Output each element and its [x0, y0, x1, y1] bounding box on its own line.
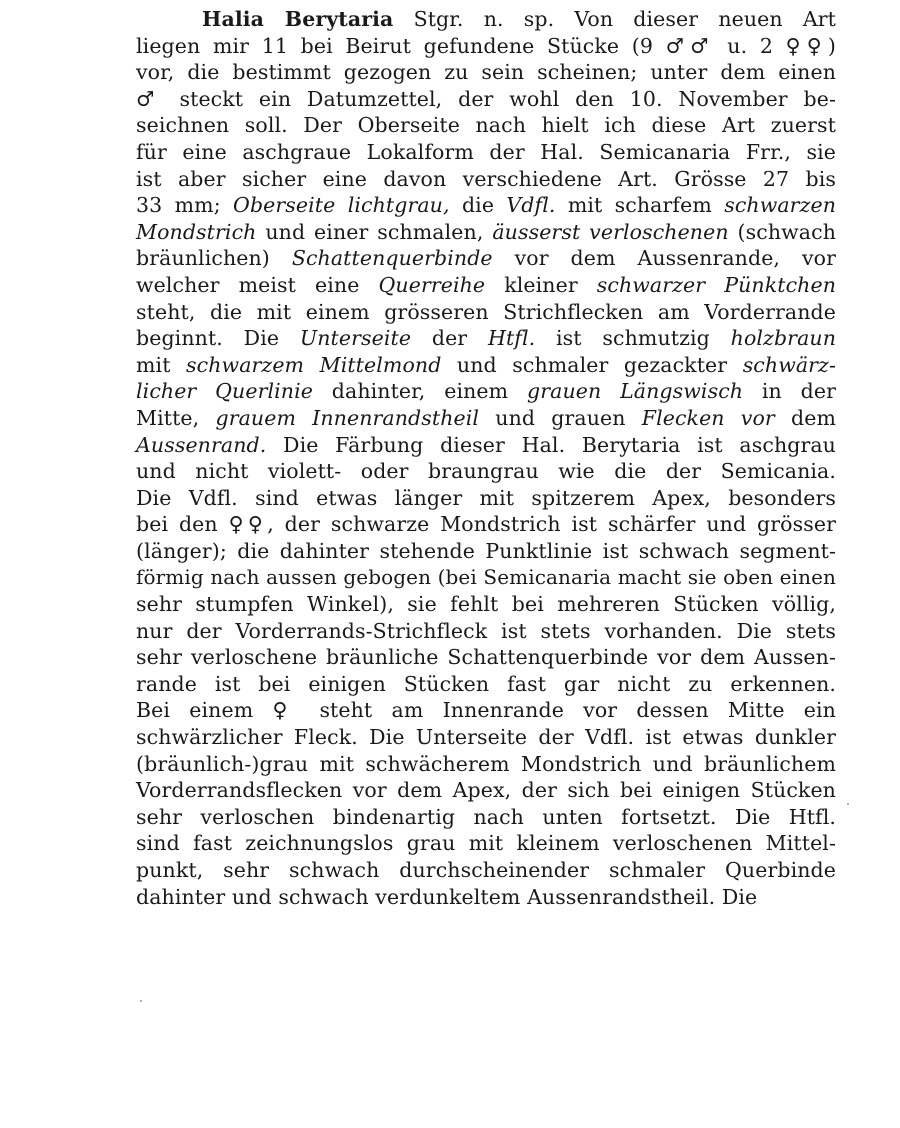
- text-run: und schmaler gezackter: [441, 352, 743, 377]
- italic-term: grauem Innenrandstheil: [215, 405, 480, 430]
- text-run: beginnt. Die: [136, 326, 300, 351]
- italic-term: Querreihe: [378, 272, 486, 297]
- text-run: liegen mir 11 bei Beirut gefundene Stücke (9 ♂♂ u. 2 ♀♀): [136, 33, 836, 58]
- text-line: [136, 804, 836, 831]
- text-run: 33 mm;: [136, 193, 234, 218]
- text-line: [136, 192, 836, 219]
- text-line: [136, 245, 836, 272]
- text-run: und grauen: [479, 405, 642, 430]
- text-line: [136, 511, 836, 538]
- text-run: dem: [774, 405, 836, 430]
- text-run: punkt, sehr schwach durchscheinender schmaler Querbinde: [136, 858, 836, 882]
- text-run: Die Färbung dieser Hal. Berytaria ist aschgrau: [266, 432, 836, 457]
- text-line: [136, 59, 836, 86]
- text-run: bei den ♀♀, der schwarze Mondstrich ist schärfer und grösser: [136, 512, 836, 537]
- text-run: vor dem Aussenrande, vor: [492, 246, 836, 271]
- text-line: [136, 671, 836, 698]
- text-run: nur der Vorderrands-Strichfleck ist stets vorhanden. Die stets: [136, 618, 836, 643]
- text-run: schwärzlicher Fleck. Die Unterseite der Vdfl. ist etwas dunkler: [136, 725, 836, 750]
- text-line: [136, 139, 836, 166]
- text-run: vor, die bestimmt gezogen zu sein scheinen; unter dem einen: [136, 60, 836, 85]
- italic-term: Schattenquerbinde: [291, 246, 493, 271]
- text-line: [136, 112, 836, 139]
- text-line: [136, 6, 836, 33]
- text-line: [136, 219, 836, 246]
- text-run: förmig nach aussen gebogen (bei Semicanaria macht sie oben einen: [136, 565, 836, 590]
- text-line: [136, 697, 836, 724]
- text-run: welcher meist eine: [136, 272, 379, 297]
- italic-term: schwarzem Mittelmond: [186, 352, 442, 377]
- text-line: [136, 751, 836, 778]
- italic-term: Aussenrand.: [136, 432, 267, 457]
- text-run: Die Vdfl. sind etwas länger mit spitzerem Apex, besonders: [136, 485, 836, 510]
- italic-term: Unterseite: [299, 326, 412, 351]
- text-run: mit scharfem: [555, 193, 725, 218]
- italic-term: schwarzer Pünktchen: [596, 272, 836, 297]
- text-line: [136, 777, 836, 804]
- italic-term: licher Querlinie: [136, 379, 313, 404]
- text-line: [136, 352, 836, 379]
- text-run: sehr verloschen bindenartig nach unten fortsetzt. Die Htfl.: [136, 804, 836, 829]
- text-line: [136, 884, 836, 911]
- text-line: [136, 564, 836, 591]
- text-run: sind fast zeichnungslos grau mit kleinem verloschenen Mittel-: [136, 831, 836, 856]
- text-line: [136, 830, 836, 857]
- italic-term: schwärz-: [742, 352, 836, 377]
- text-run: und einer schmalen,: [256, 219, 493, 244]
- text-run: ist schmutzig: [535, 326, 731, 351]
- body-text: [136, 6, 836, 910]
- text-run: für eine aschgraue Lokalform der Hal. Semicanaria Frr., sie: [136, 139, 836, 164]
- italic-term: Flecken vor: [641, 405, 775, 430]
- italic-term: holzbraun: [730, 326, 836, 351]
- text-run: der: [411, 326, 488, 351]
- text-run: Vorderrandsflecken vor dem Apex, der sich bei einigen Stücken: [136, 778, 836, 803]
- text-line: [136, 166, 836, 193]
- text-run: steht, die mit einem grösseren Strichflecken am Vorderrande: [136, 299, 836, 324]
- italic-term: Vdfl.: [506, 193, 556, 218]
- text-run: seichnen soll. Der Oberseite nach hielt ich diese Art zuerst: [136, 113, 836, 138]
- text-line: [136, 432, 836, 459]
- italic-term: Htfl.: [487, 326, 536, 351]
- text-run: Mitte,: [136, 405, 216, 430]
- text-run: Bei einem ♀ steht am Innenrande vor dessen Mitte ein: [136, 698, 836, 723]
- text-run: (länger); die dahinter stehende Punktlinie ist schwach segment-: [136, 538, 836, 563]
- text-line: [136, 857, 836, 884]
- text-run: sehr stumpfen Winkel), sie fehlt bei mehreren Stücken völlig,: [136, 592, 836, 617]
- text-run: die: [449, 193, 507, 218]
- text-line: [136, 325, 836, 352]
- text-line: [136, 272, 836, 299]
- text-run: bräunlichen): [136, 246, 292, 271]
- text-line: [136, 644, 836, 671]
- text-run: ♂ steckt ein Datumzettel, der wohl den 10. November be-: [136, 86, 836, 111]
- italic-term: schwarzen: [724, 193, 837, 218]
- italic-term: Mondstrich: [136, 219, 257, 244]
- text-line: [136, 458, 836, 485]
- text-line: [136, 33, 836, 60]
- species-name: Halia Berytaria: [202, 7, 394, 31]
- text-line: [136, 299, 836, 326]
- italic-term: grauen Längswisch: [527, 379, 744, 404]
- text-run: kleiner: [485, 272, 597, 297]
- text-line: [136, 591, 836, 618]
- text-run: mit: [136, 352, 187, 377]
- text-run: sehr verloschene bräunliche Schattenquerbinde vor dem Aussen-: [136, 645, 836, 670]
- text-line: [136, 538, 836, 565]
- text-line: [136, 618, 836, 645]
- text-run: dahinter und schwach verdunkeltem Aussenrandstheil. Die: [136, 884, 758, 909]
- text-run: und nicht violett- oder braungrau wie die der Semicania.: [136, 459, 836, 484]
- italic-term: äusserst verloschenen: [492, 219, 729, 244]
- text-run: ist aber sicher eine davon verschiedene Art. Grösse 27 bis: [136, 166, 836, 191]
- text-line: [136, 724, 836, 751]
- text-line: [136, 86, 836, 113]
- text-run: rande ist bei einigen Stücken fast gar nicht zu erkennen.: [136, 671, 836, 696]
- text-run: (bräunlich-)grau mit schwächerem Mondstrich und bräunlichem: [136, 751, 836, 776]
- text-run: Stgr. n. sp. Von dieser neuen Art: [393, 7, 836, 31]
- text-run: (schwach: [728, 219, 836, 244]
- scan-speck: [140, 1000, 142, 1002]
- italic-term: Oberseite lichtgrau,: [233, 193, 450, 218]
- text-line: [136, 405, 836, 432]
- scan-speck: [847, 803, 849, 805]
- text-run: in der: [743, 379, 836, 404]
- text-line: [136, 378, 836, 405]
- text-run: dahinter, einem: [312, 379, 527, 404]
- text-line: [136, 485, 836, 512]
